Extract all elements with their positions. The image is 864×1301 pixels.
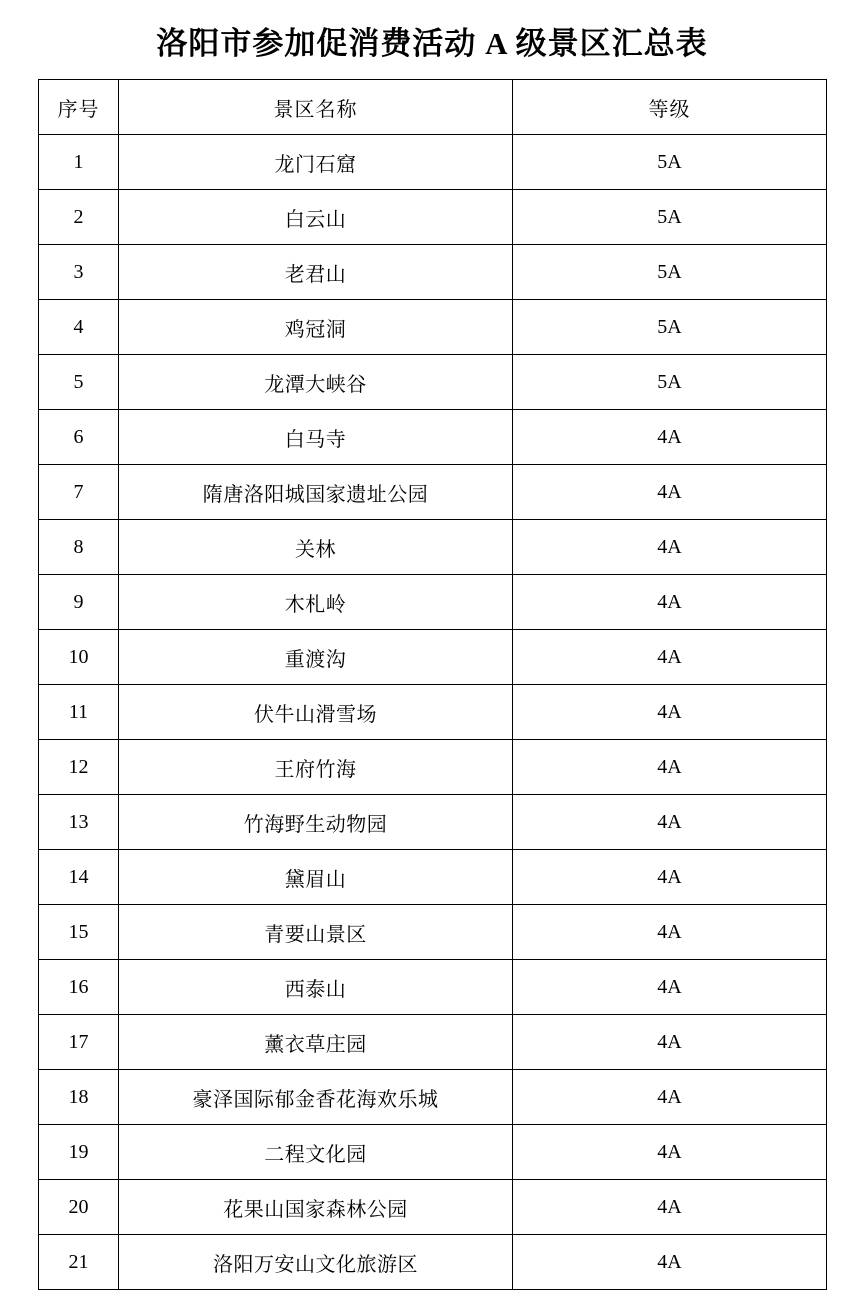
cell-index: 20 — [39, 1180, 119, 1235]
table-row — [39, 1180, 827, 1235]
cell-level: 5A — [513, 135, 827, 190]
cell-index: 10 — [39, 630, 119, 685]
cell-name: 重渡沟 — [119, 630, 513, 685]
page-title: 洛阳市参加促消费活动 A 级景区汇总表 — [156, 26, 708, 61]
table-row — [39, 575, 827, 630]
cell-index: 5 — [39, 355, 119, 410]
cell-index: 7 — [39, 465, 119, 520]
table-body — [39, 135, 827, 1290]
cell-index: 14 — [39, 850, 119, 905]
cell-level: 5A — [513, 245, 827, 300]
column-header-level: 等级 — [513, 80, 827, 135]
scenic-areas-table — [38, 79, 827, 1290]
cell-level: 4A — [513, 1070, 827, 1125]
table-header — [39, 80, 827, 135]
table-row — [39, 300, 827, 355]
table-row — [39, 795, 827, 850]
cell-level: 4A — [513, 685, 827, 740]
cell-name: 伏牛山滑雪场 — [119, 685, 513, 740]
cell-name: 豪泽国际郁金香花海欢乐城 — [119, 1070, 513, 1125]
cell-level: 4A — [513, 575, 827, 630]
cell-index: 1 — [39, 135, 119, 190]
cell-index: 21 — [39, 1235, 119, 1290]
cell-index: 9 — [39, 575, 119, 630]
table-row — [39, 630, 827, 685]
cell-index: 17 — [39, 1015, 119, 1070]
table-row — [39, 685, 827, 740]
cell-level: 5A — [513, 355, 827, 410]
table-row — [39, 245, 827, 300]
cell-name: 二程文化园 — [119, 1125, 513, 1180]
cell-index: 16 — [39, 960, 119, 1015]
cell-name: 白云山 — [119, 190, 513, 245]
cell-index: 8 — [39, 520, 119, 575]
cell-level: 4A — [513, 1125, 827, 1180]
cell-level: 4A — [513, 465, 827, 520]
cell-index: 4 — [39, 300, 119, 355]
cell-name: 洛阳万安山文化旅游区 — [119, 1235, 513, 1290]
cell-name: 关林 — [119, 520, 513, 575]
cell-name: 老君山 — [119, 245, 513, 300]
cell-index: 15 — [39, 905, 119, 960]
cell-name: 花果山国家森林公园 — [119, 1180, 513, 1235]
cell-level: 4A — [513, 630, 827, 685]
cell-name: 王府竹海 — [119, 740, 513, 795]
table-container — [0, 79, 864, 1290]
cell-name: 木札岭 — [119, 575, 513, 630]
cell-index: 19 — [39, 1125, 119, 1180]
cell-name: 龙潭大峡谷 — [119, 355, 513, 410]
table-row — [39, 1070, 827, 1125]
cell-level: 5A — [513, 190, 827, 245]
cell-name: 薰衣草庄园 — [119, 1015, 513, 1070]
cell-level: 4A — [513, 1180, 827, 1235]
cell-name: 龙门石窟 — [119, 135, 513, 190]
table-row — [39, 1235, 827, 1290]
cell-index: 3 — [39, 245, 119, 300]
cell-level: 4A — [513, 410, 827, 465]
cell-level: 4A — [513, 1015, 827, 1070]
table-row — [39, 465, 827, 520]
table-row — [39, 520, 827, 575]
cell-level: 4A — [513, 960, 827, 1015]
table-row — [39, 1015, 827, 1070]
cell-level: 4A — [513, 520, 827, 575]
cell-level: 4A — [513, 795, 827, 850]
cell-name: 西泰山 — [119, 960, 513, 1015]
table-header-row — [39, 80, 827, 135]
table-row — [39, 905, 827, 960]
cell-level: 4A — [513, 850, 827, 905]
cell-level: 4A — [513, 1235, 827, 1290]
cell-name: 白马寺 — [119, 410, 513, 465]
cell-index: 11 — [39, 685, 119, 740]
cell-name: 竹海野生动物园 — [119, 795, 513, 850]
cell-level: 5A — [513, 300, 827, 355]
table-row — [39, 960, 827, 1015]
column-header-name: 景区名称 — [119, 80, 513, 135]
cell-index: 2 — [39, 190, 119, 245]
column-header-index: 序号 — [39, 80, 119, 135]
cell-index: 12 — [39, 740, 119, 795]
cell-index: 13 — [39, 795, 119, 850]
table-row — [39, 1125, 827, 1180]
cell-name: 黛眉山 — [119, 850, 513, 905]
cell-level: 4A — [513, 905, 827, 960]
cell-index: 18 — [39, 1070, 119, 1125]
table-row — [39, 355, 827, 410]
table-row — [39, 410, 827, 465]
table-row — [39, 190, 827, 245]
cell-name: 青要山景区 — [119, 905, 513, 960]
table-row — [39, 850, 827, 905]
cell-level: 4A — [513, 740, 827, 795]
table-row — [39, 135, 827, 190]
cell-name: 隋唐洛阳城国家遗址公园 — [119, 465, 513, 520]
table-row — [39, 740, 827, 795]
cell-index: 6 — [39, 410, 119, 465]
cell-name: 鸡冠洞 — [119, 300, 513, 355]
